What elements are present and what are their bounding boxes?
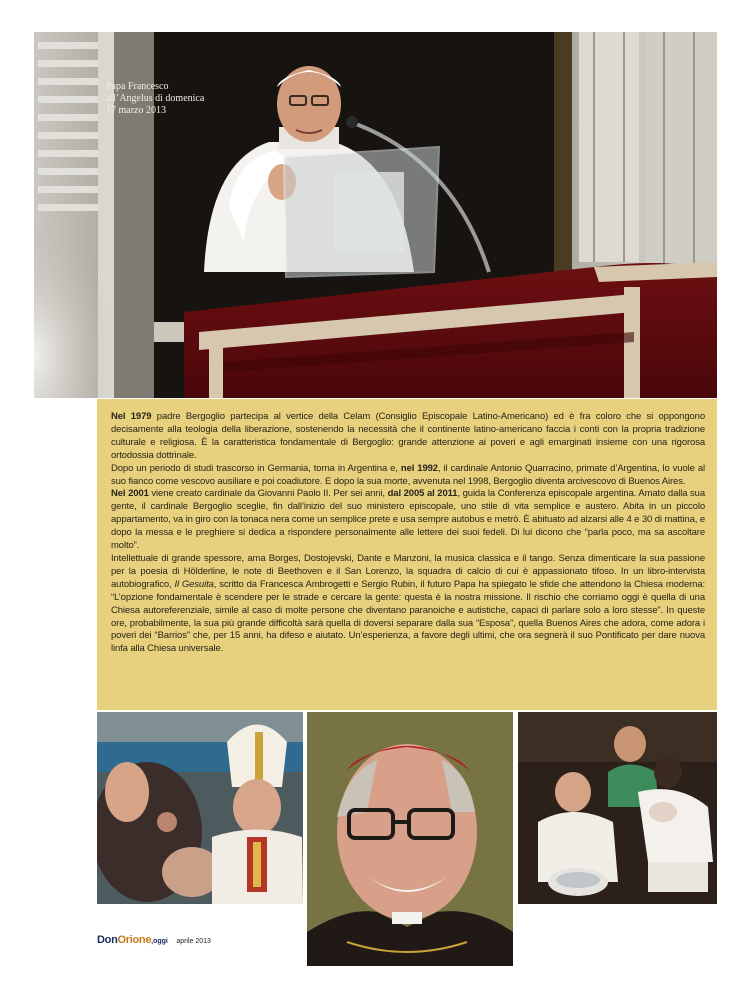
hero-caption <box>106 81 246 117</box>
text-run: nel 1992 <box>400 462 438 474</box>
hero-photo <box>34 32 717 398</box>
footer-issue-date: aprile 2013 <box>176 938 211 945</box>
footer-brand-don: Don <box>97 934 118 946</box>
text-run: , scritto da Francesca Ambrogetti e Sergio Rubin, il futuro Papa ha spiegato le sfide che attendono la Chiesa moderna: “L’opzione fondamentale è scendere per le strade e cercare la gente: questa è la nostra missione. Il rischio che corriamo oggi è quella di una Chiesa autoreferenziale, simile al caso di molte persone che diventano paranoiche e autistiche, capaci di parlare solo a loro stesse”. In queste ore, probabilmente, la sua più grande difficoltà sarà quella di doversi separare dalla sua “Esposa”, quella Buenos Aires che adora, come adora i poveri dei “Barrios” che, per 15 anni, ha difeso e aiutato. Un’esperienza, a favore degli ultimi, che ora segnerà il suo Pontificato per dare nuova linfa alla Chiesa universale. <box>111 578 705 655</box>
article-text-box <box>97 399 717 710</box>
text-run: Nel 2001 <box>111 488 149 500</box>
text-run: Intellettuale di grande spessore, ama Borges, Dostojevski, Dante e Manzoni, la musica classica e il tango. Senza dimenticare la sua passione per la poesia di Hölderline, le note di Beethoven e il San Lorenzo, la squadra di calcio di cui è appassionato tifoso. In un libro-intervista autobiografico, <box>111 552 705 590</box>
photo-crowd-mitre <box>97 712 303 904</box>
article-paragraph-1992 <box>111 463 705 489</box>
text-run: Dopo un periodo di studi trascorso in Germania, torna in Argentina e, <box>111 462 401 474</box>
text-run: , il cardinale Antonio Quarracino, primate d’Argentina, lo vuole al suo fianco come vescovo ausiliare e poi coadiutore. E dopo la sua morte, avvenuta nel 1998, Bergoglio diventa arcivescovo di Buenos Aires. <box>111 462 705 487</box>
footer-brand-oggi: ,oggi <box>151 938 168 945</box>
text-run: , guida la Conferenza episcopale argentina. Amato dalla sua gente, il cardinale Bergoglio sceglie, fin dall’inizio del suo ministero episcopale, uno stile di vita semplice e austero. Abita in un piccolo appartamento, va in giro con la tonaca nera come un semplice prete e usa sempre autobus e metrò. È abituato ad alzarsi alle 4 e 30 di mattina, e dopo la messa e le preghiere si dedica a rispondere personalmente alle lettere dei suoi fedeli. Di lui dicono che “parla poco, ma sa ascoltare molto”. <box>111 488 705 552</box>
article-paragraph-1979 <box>111 411 705 463</box>
text-run: dal 2005 al 2011 <box>387 488 458 500</box>
text-run: Nel 1979 <box>111 411 152 422</box>
footer-masthead <box>97 930 211 944</box>
photo-cardinal-portrait <box>307 712 513 966</box>
text-run: Il Gesuita <box>174 578 214 590</box>
caption-line-1: Papa Francesco <box>106 81 169 92</box>
footer-brand-orione: Orione <box>117 934 152 946</box>
article-paragraph-2001 <box>111 488 705 553</box>
photo-washing-feet <box>518 712 717 904</box>
caption-line-2: all’Angelus di domenica <box>106 93 205 104</box>
text-run: viene creato cardinale da Giovanni Paolo II. Per sei anni, <box>148 488 388 500</box>
text-run: padre Bergoglio partecipa al vertice della Celam (Consiglio Episcopale Latino-Americano) ed è fra coloro che si oppongono decisamente alla teologia della liberazione, sostenendo la necessità che il continente latino-americano faccia i conti con la propria tradizione culturale e religiosa. È la caratteristica fondamentale di Bergoglio: grande attenzione ai poveri e agli emarginati insieme con una rigorosa ortodossia dottrinale. <box>111 411 705 461</box>
article-paragraph-intellettuale <box>111 553 705 656</box>
caption-line-3: 17 marzo 2013 <box>106 105 166 116</box>
